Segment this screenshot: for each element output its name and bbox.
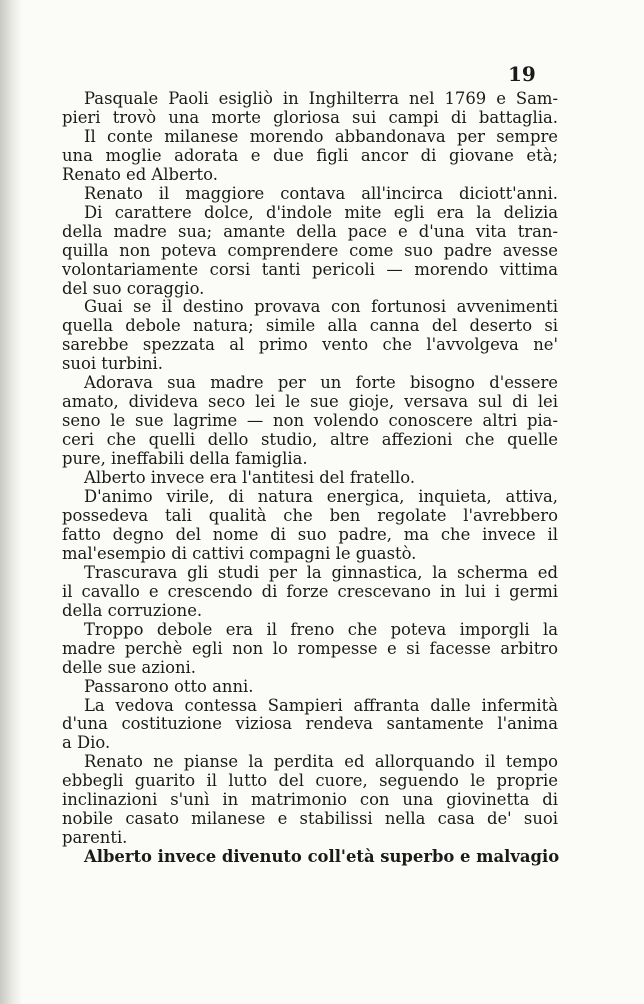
text-line: Guai se il destino provava con fortunosi avvenimenti xyxy=(84,297,558,317)
text-line: ebbegli guarito il lutto del cuore, seguendo le proprie xyxy=(62,771,558,791)
text-line: mal'esempio di cattivi compagni le guastò. xyxy=(62,543,417,563)
text-line: volontariamente corsi tanti pericoli — morendo vittima xyxy=(62,259,558,279)
text-line: seno le sue lagrime — non volendo conoscere altri pia- xyxy=(62,411,558,431)
text-line: amato, divideva seco lei le sue gioje, versava sul di lei xyxy=(62,392,558,412)
text-line: possedeva tali qualità che ben regolate l'avrebbero xyxy=(62,505,558,525)
body-text xyxy=(62,90,558,867)
text-line: Renato ne pianse la perdita ed allorquando il tempo xyxy=(84,752,558,772)
text-line: Renato il maggiore contava all'incirca diciott'anni. xyxy=(84,183,558,203)
text-line: della madre sua; amante della pace e d'una vita tran- xyxy=(62,221,558,241)
page-gutter-shadow xyxy=(0,0,22,1004)
text-line: d'una costituzione viziosa rendeva santamente l'anima xyxy=(62,714,558,734)
text-line: pieri trovò una morte gloriosa sui campi di battaglia. xyxy=(62,107,558,127)
text-line: quilla non poteva comprendere come suo padre avesse xyxy=(62,240,558,260)
text-line: Di carattere dolce, d'indole mite egli era la delizia xyxy=(84,202,558,222)
text-line: quella debole natura; simile alla canna del deserto si xyxy=(62,316,558,336)
text-line: Trascurava gli studi per la ginnastica, la scherma ed xyxy=(84,562,558,582)
text-line: ceri che quelli dello studio, altre affezioni che quelle xyxy=(62,430,558,450)
text-line: nobile casato milanese e stabilissi nella casa de' suoi xyxy=(62,809,558,829)
text-line: Adorava sua madre per un forte bisogno d'essere xyxy=(84,373,558,393)
text-line: madre perchè egli non lo rompesse e si facesse arbitro xyxy=(62,638,558,658)
text-line: a Dio. xyxy=(62,733,111,753)
text-line: Troppo debole era il freno che poteva imporgli la xyxy=(84,619,558,639)
text-line: Il conte milanese morendo abbandonava per sempre xyxy=(84,126,558,146)
page-number: 19 xyxy=(508,62,536,86)
text-line: sarebbe spezzata al primo vento che l'avvolgeva ne' xyxy=(62,335,558,355)
text-line: parenti. xyxy=(62,828,128,848)
text-line: Renato ed Alberto. xyxy=(62,164,218,184)
text-line: pure, ineffabili della famiglia. xyxy=(62,449,308,469)
text-line: inclinazioni s'unì in matrimonio con una giovinetta di xyxy=(62,790,558,810)
text-line: Pasquale Paoli esigliò in Inghilterra nel 1769 e Sam- xyxy=(84,89,558,108)
text-line: suoi turbini. xyxy=(62,354,164,374)
text-line: fatto degno del nome di suo padre, ma che invece il xyxy=(62,524,558,544)
text-line: il cavallo e crescendo di forze crescevano in lui i germi xyxy=(62,581,558,601)
text-line: D'animo virile, di natura energica, inquieta, attiva, xyxy=(84,487,558,507)
text-line: una moglie adorata e due figli ancor di giovane età; xyxy=(62,145,558,165)
text-line: La vedova contessa Sampieri affranta dalle infermità xyxy=(84,695,558,715)
text-line: Passarono otto anni. xyxy=(84,676,254,696)
text-line: Alberto invece divenuto coll'età superbo e malvagio xyxy=(84,847,560,867)
text-line: Alberto invece era l'antitesi del fratello. xyxy=(84,468,416,488)
text-line: del suo coraggio. xyxy=(62,278,205,298)
text-line: delle sue azioni. xyxy=(62,657,196,677)
text-line: della corruzione. xyxy=(62,600,203,620)
